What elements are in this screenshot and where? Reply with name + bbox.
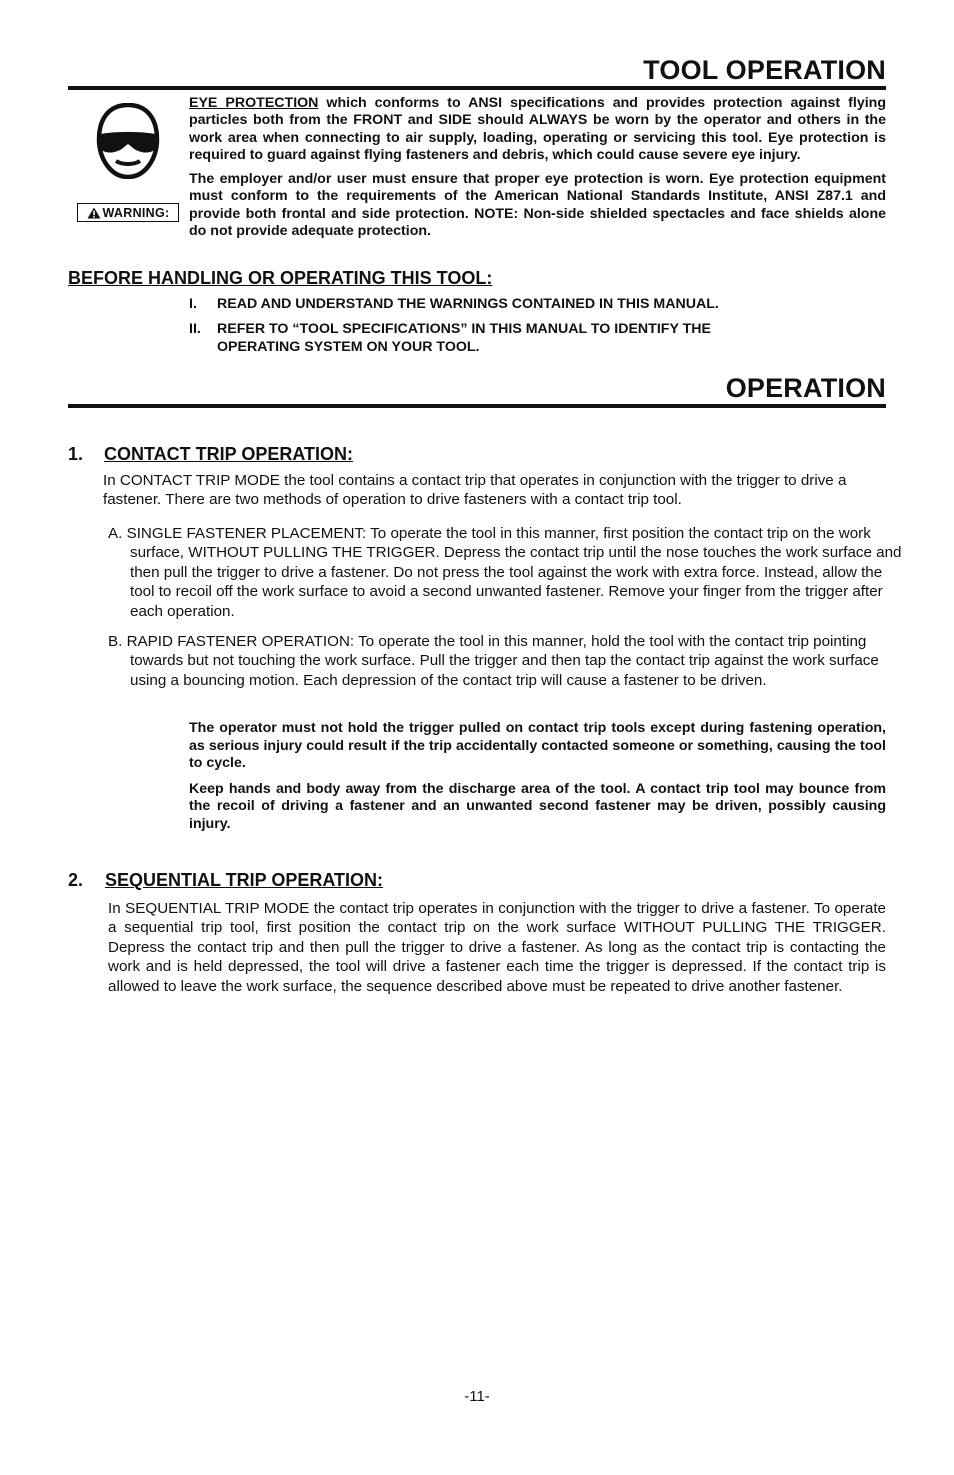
employer-paragraph: The employer and/or user must ensure that proper eye protection is worn. Eye protection equipment must conform to the requirements of the American National Standards Institute, ANSI Z87.1 and provide both frontal and side protection. NOTE: Non-side shielded spectacles and face shields alone do not provide adequate protection. [189, 171, 886, 240]
safety-goggles-icon [94, 103, 162, 179]
before-handling-title: BEFORE HANDLING OR OPERATING THIS TOOL: [68, 268, 493, 288]
trigger-warning: The operator must not hold the trigger pulled on contact trip tools except during fastening operation, as serious injury could result if the trip accidentally contacted someone or something, causing the tool to cycle. [189, 720, 886, 772]
heading-rule [68, 86, 886, 90]
sequential-trip-text: In SEQUENTIAL TRIP MODE the contact trip operates in conjunction with the trigger to drive a fastener. To operate a sequential trip tool, first position the contact trip on the work surface WITHOUT PULLING THE TRIGGER. Depress the contact trip and then pull the trigger to drive a fastener. As long as the contact trip is contacting the work and is held depressed, the tool will drive a fastener each time the trigger is depressed. If the contact trip is allowed to leave the work surface, the sequence described above must be repeated to drive another fastener. [108, 900, 886, 995]
eye-protection-lead: EYE PROTECTION [189, 95, 319, 111]
before-handling-list [189, 296, 789, 364]
before-handling-heading [68, 268, 492, 289]
page-number: -11- [464, 1388, 490, 1405]
list-item-number: I. [189, 296, 197, 312]
section-number: 2. [68, 870, 84, 890]
rapid-fastener-paragraph: B. RAPID FASTENER OPERATION: To operate the tool in this manner, hold the tool with the contact trip pointing towards but not touching the work surface. Pull the trigger and then tap the contact trip against the work surface using a bouncing motion. Each depression of the contact trip will cause a fastener to be driven. [108, 633, 879, 689]
list-item-text: READ AND UNDERSTAND THE WARNINGS CONTAINED IN THIS MANUAL. [217, 296, 719, 312]
contact-trip-intro: In CONTACT TRIP MODE the tool contains a contact trip that operates in conjunction with the trigger to drive a fastener. There are two methods of operation to drive fasteners with a contact trip tool. [103, 472, 847, 509]
list-item-number: II. [189, 321, 201, 338]
section-number: 1. [68, 444, 84, 464]
section-title-operation: OPERATION [725, 373, 886, 403]
list-item [189, 296, 789, 313]
warning-badge [77, 203, 179, 222]
heading-rule [68, 404, 886, 408]
sequential-trip-title: SEQUENTIAL TRIP OPERATION: [105, 870, 384, 890]
list-item [189, 321, 789, 356]
sequential-trip-heading [68, 870, 383, 891]
warning-triangle-icon [87, 207, 101, 219]
eye-protection-paragraph [189, 95, 886, 164]
contact-trip-warnings [189, 720, 886, 842]
eye-protection-block [189, 95, 886, 247]
contact-trip-title: CONTACT TRIP OPERATION: [104, 444, 353, 464]
discharge-warning: Keep hands and body away from the discharge area of the tool. A contact trip tool may bounce from the recoil of driving a fastener and an unwanted second fastener may be driven, possibly causing injury. [189, 780, 886, 832]
list-item-text: REFER TO “TOOL SPECIFICATIONS” IN THIS MANUAL TO IDENTIFY THE OPERATING SYSTEM ON YOUR TOOL. [217, 321, 711, 355]
contact-trip-heading [68, 444, 353, 465]
single-fastener-paragraph: A. SINGLE FASTENER PLACEMENT: To operate the tool in this manner, first position the contact trip on the work surface, WITHOUT PULLING THE TRIGGER. Depress the contact trip until the nose touches the work surface and then pull the trigger to drive a fastener. Do not press the tool against the work with extra force. Instead, allow the tool to recoil off the work surface to avoid a second unwanted fastener. Remove your finger from the trigger after each operation. [108, 525, 902, 620]
eye-protection-text: which conforms to ANSI specifications and provides protection against flying particles both from the FRONT and SIDE should ALWAYS be worn by the operator and others in the work area when connecting to air supply, loading, operating or servicing this tool. Eye protection is required to guard against flying fasteners and debris, which could cause severe eye injury. [189, 95, 886, 163]
warning-label: WARNING: [102, 205, 170, 220]
page-title-tool-operation: TOOL OPERATION [643, 55, 886, 85]
